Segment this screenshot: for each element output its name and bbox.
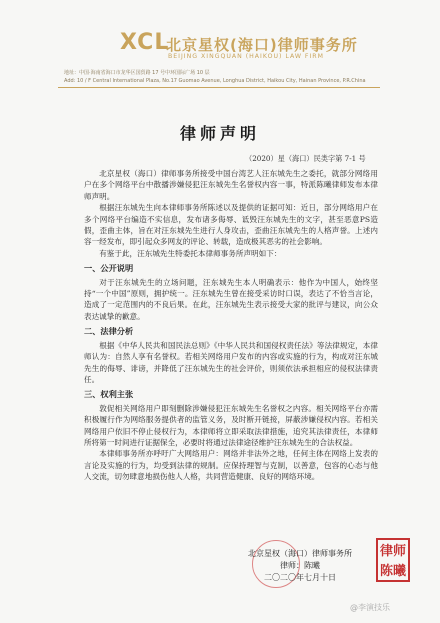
intro-paragraph: 北京星权（海口）律师事务所接受中国台湾艺人汪东城先生之委托，就部分网络用户在多个网络平台中散播涉嫌侵犯汪东城先生名誉权内容一事，特派陈曦律师发布本律师声明。 — [84, 169, 378, 201]
signature-lawyer: 律师：陈曦 — [280, 561, 320, 570]
closing-paragraph: 本律师事务所亦呼吁广大网络用户：网络并非法外之地，任何主体在网络上发表的言论及实施的行为，均受到法律的规制。应保持理智与克制，以善意，包容的心态与他人交流，切勿肆意地损伤他人人格，共同营造健康、良好的网络环境。 — [84, 449, 378, 482]
signature-block — [230, 548, 370, 584]
watermark: @李演技乐 — [350, 603, 390, 612]
section-heading: 三、权利主张 — [84, 389, 134, 400]
letterhead-divider — [58, 87, 380, 88]
notice-paragraph: 有鉴于此，汪东城先生特委托本律师事务所声明如下： — [99, 248, 282, 258]
section-heading: 一、公开说明 — [84, 263, 134, 274]
section-paragraph: 根据《中华人民共和国民法总则》《中华人民共和国侵权责任法》等法律规定，本律师认为：自然人享有名誉权。若相关网络用户发布的内容或实施的行为，构成对汪东城先生的侮辱、诽谤，并降低了汪东城先生的社会评价，则须依法承担相应的侵权法律责任。 — [84, 340, 378, 384]
firm-name-en: BEIJING XINGQUAN (HAIKOU) LAW FIRM — [168, 53, 324, 60]
stamp-line: 陈曦 — [379, 564, 406, 579]
signature-firm: 北京星权（海口）律师事务所 — [248, 549, 352, 558]
firm-logo: XCL — [120, 30, 170, 55]
section-paragraph: 对于汪东城先生的立场问题，汪东城先生本人明确表示：他作为中国人，始终坚持“一个中国”原则，拥护统一。汪东城先生曾在接受采访时口误，表达了不恰当言论，造成了一定范围内的不良后果。在此，汪东城先生表示接受大家的批评与建议，向公众表达诚挚的歉意。 — [84, 277, 378, 321]
section-paragraph: 敦促相关网络用户即刻删除涉嫌侵犯汪东城先生名誉权之内容。相关网络平台亦需积极履行作为网络服务提供者的监管义务，及时断开链接，屏蔽涉嫌侵权内容。若相关网络用户依旧不停止侵权行为，本律师将立即采取法律措施，追究其法律责任，本律师所将第一时间进行证据保全，必要时将通过法律途径维护汪东城先生的合法权益。 — [84, 403, 378, 447]
document-body — [84, 168, 378, 483]
section-heading: 二、法律分析 — [84, 326, 134, 337]
firm-name-cn: 北京星权(海口)律师事务所 — [166, 36, 358, 54]
address-cn: 地址：中国·海南省海口市龙华区国贸路 17 号中环国际广场 10 层 — [64, 70, 210, 76]
facts-paragraph: 根据汪东城先生向本律师事务所陈述以及提供的证据可知：近日，部分网络用户在多个网络平台编造不实信息，发布诸多侮辱、诋毁汪东城先生的文字，甚至恶意PS造假，歪曲主体，旨在对汪东城先生进行人身攻击，歪曲汪东城先生的人格声誉。上述内容一经发布，即引起众多网友的评论、转载，造成极其恶劣的社会影响。 — [84, 203, 378, 247]
signature-date: 二〇二〇年七月十日 — [264, 573, 336, 582]
stamp-line: 律师 — [379, 544, 406, 559]
address-en: Add: 10 / F Central International Plaza, No.17 Guomao Avenue, Longhua District, Haikou City, Hainan Province, P.R.China — [64, 78, 366, 84]
lawyer-stamp — [376, 538, 410, 582]
document-number: （2020）星（海口）民类字第 7-1 号 — [245, 154, 366, 163]
document-title: 律师声明 — [179, 124, 260, 143]
firm-address — [64, 69, 394, 85]
letterhead — [0, 0, 440, 70]
